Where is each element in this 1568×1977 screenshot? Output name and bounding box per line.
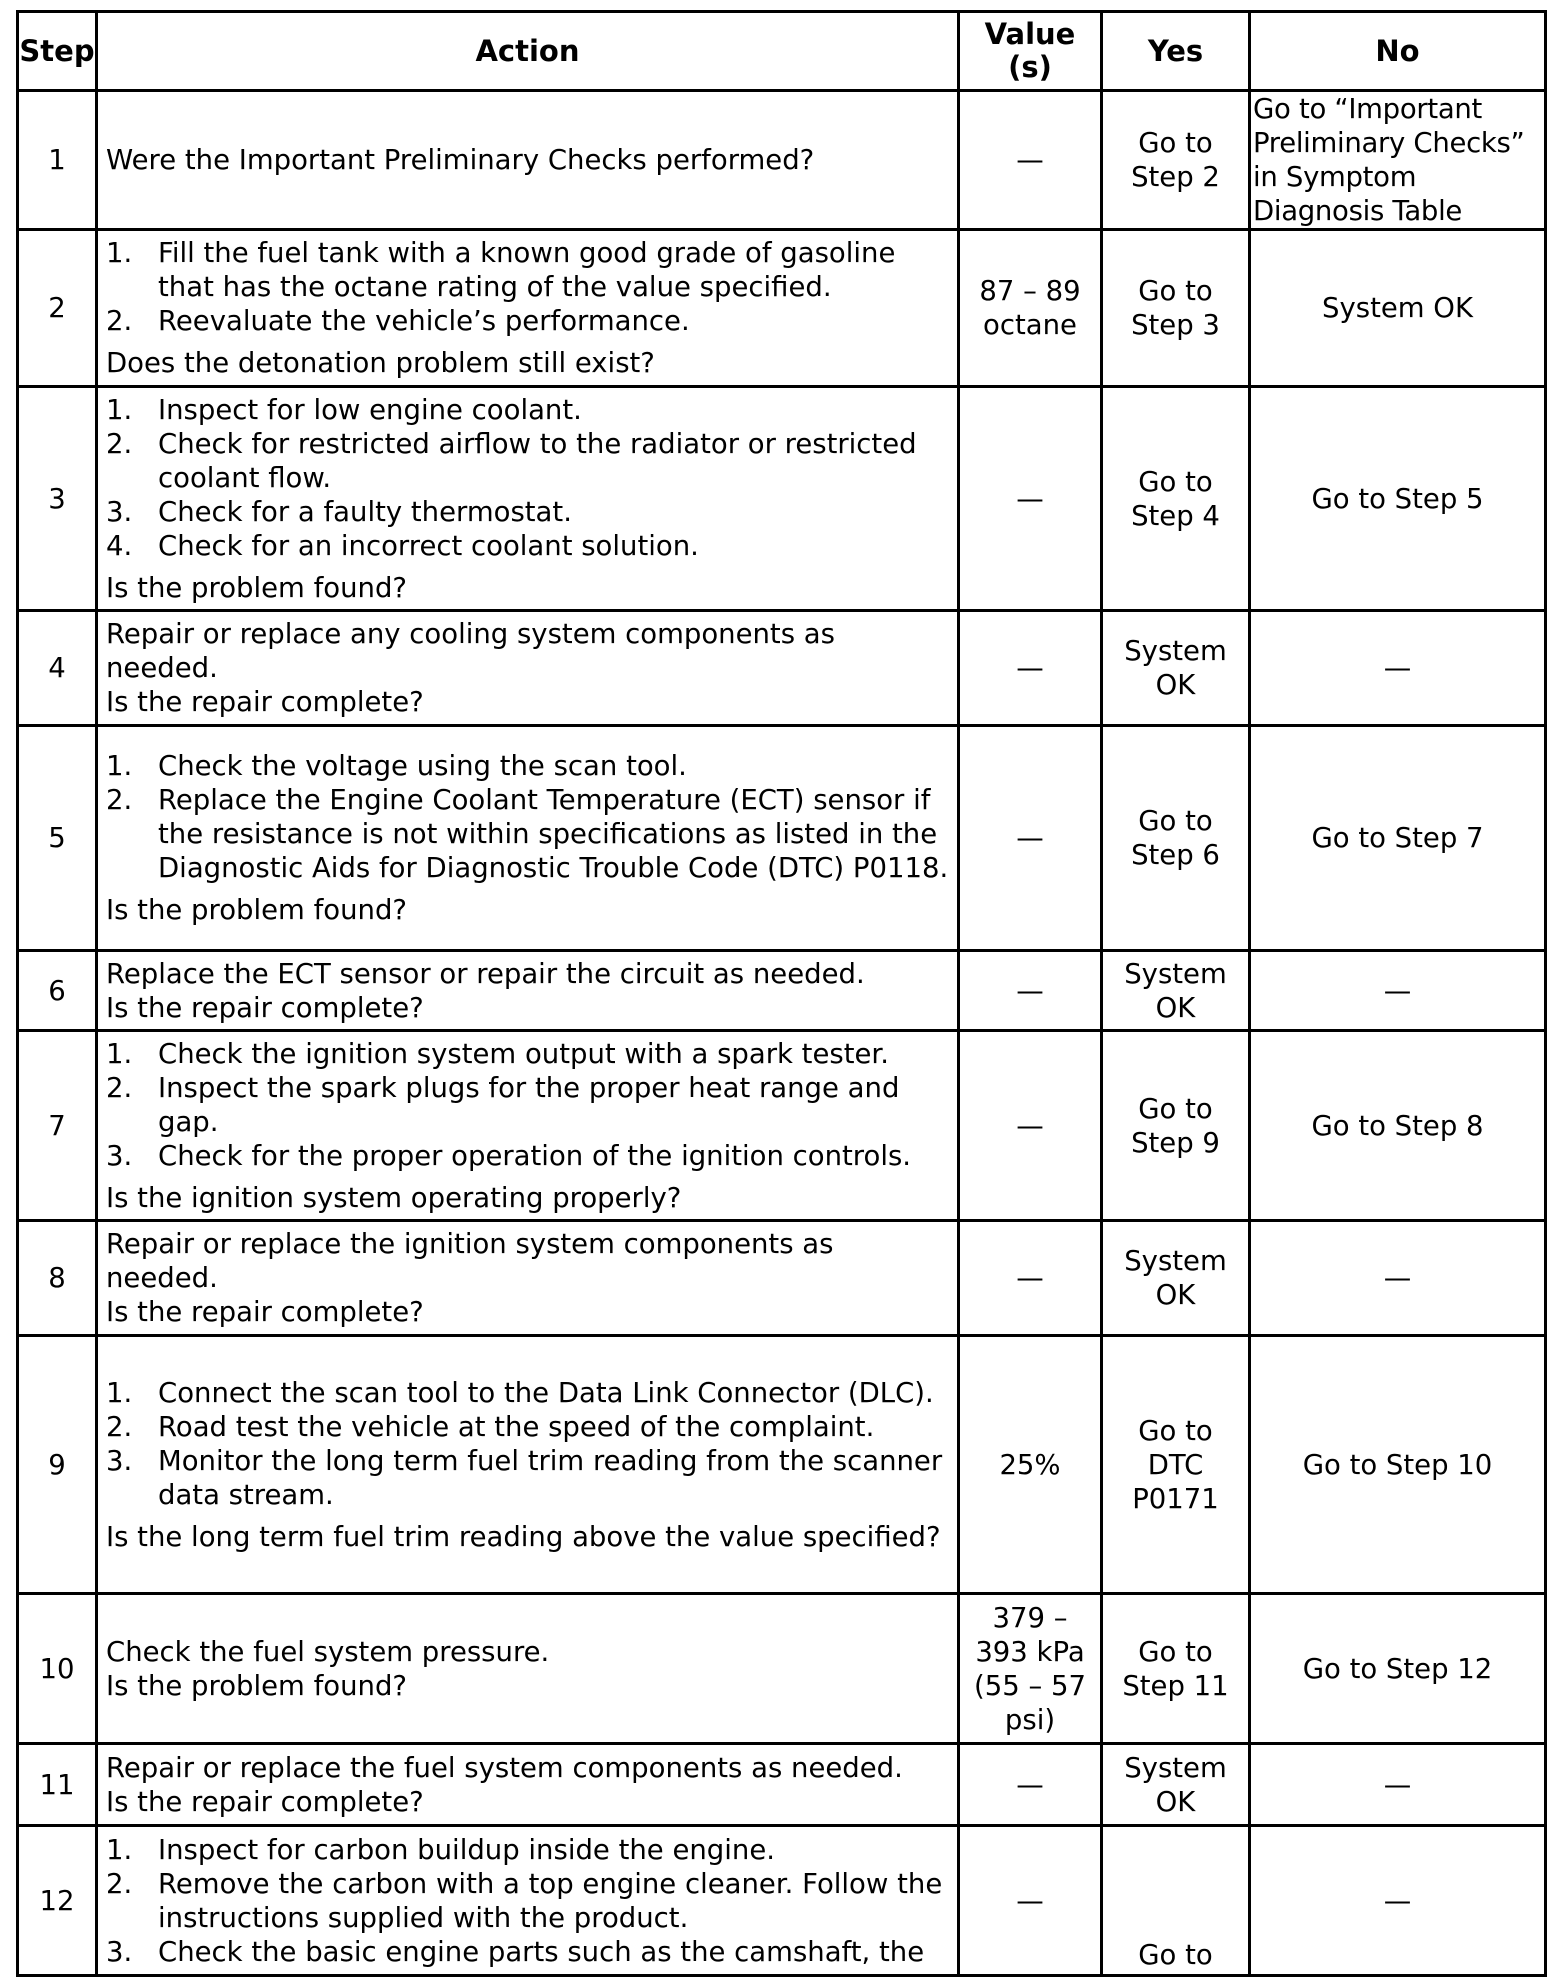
no-line: Diagnosis Table [1253, 195, 1463, 227]
action-cell [97, 611, 959, 726]
action-step-number: 3. [106, 1139, 133, 1172]
action-step [106, 427, 949, 495]
no-cell [1250, 91, 1546, 230]
action-cell [97, 387, 959, 611]
action-step-text: Connect the scan tool to the Data Link Connector (DLC). [158, 1376, 934, 1409]
action-cell [97, 1221, 959, 1336]
action-step [106, 1833, 949, 1867]
yes-cell [1102, 611, 1250, 726]
action-step [106, 304, 949, 338]
action-step-number: 1. [106, 1833, 133, 1866]
action-step-text: Reevaluate the vehicle’s performance. [158, 305, 690, 337]
value-cell: — [959, 1744, 1102, 1826]
yes-line: Go to [1138, 465, 1213, 498]
action-step-text: Inspect for carbon buildup inside the engine. [158, 1833, 775, 1866]
table-row [18, 91, 1546, 230]
action-step-number: 2. [106, 305, 133, 337]
yes-line: DTC [1147, 1448, 1204, 1481]
action-step [106, 783, 949, 885]
action-step-number: 2. [106, 1071, 133, 1104]
action-steps [106, 1376, 949, 1512]
table-row [18, 1336, 1546, 1594]
action-step-number: 1. [106, 1037, 133, 1070]
no-cell: Go to Step 7 [1250, 726, 1546, 951]
yes-line: Go to [1138, 1635, 1213, 1668]
table-row [18, 1031, 1546, 1221]
action-step-text: Check for an incorrect coolant solution. [158, 529, 699, 562]
header-yes: Yes [1102, 12, 1250, 91]
action-step [106, 749, 949, 783]
action-step-number: 1. [106, 237, 133, 269]
action-step [106, 495, 949, 529]
action-step-text: Monitor the long term fuel trim reading from the scanner data stream. [158, 1444, 943, 1511]
table-row [18, 230, 1546, 387]
no-line: Preliminary Checks” [1253, 127, 1525, 159]
yes-line: System [1124, 957, 1227, 990]
action-step-number: 4. [106, 529, 133, 562]
yes-cell [1102, 230, 1250, 387]
yes-line: OK [1155, 1785, 1196, 1818]
action-step-number: 1. [106, 1376, 133, 1409]
step-cell: 1 [18, 91, 97, 230]
yes-cell [1102, 951, 1250, 1031]
action-step-text: Remove the carbon with a top engine cleaner. Follow the instructions supplied with the product. [158, 1867, 943, 1934]
header-step: Step [18, 12, 97, 91]
table-row [18, 1826, 1546, 1976]
action-question: Is the long term fuel trim reading above the value specified? [106, 1520, 941, 1553]
action-step [106, 393, 949, 427]
action-step-number: 2. [106, 784, 133, 816]
no-cell: System OK [1250, 230, 1546, 387]
action-step-number: 3. [106, 1444, 133, 1477]
table-body [18, 91, 1546, 1976]
yes-line: P0171 [1132, 1482, 1219, 1515]
value-cell: — [959, 611, 1102, 726]
yes-line: System [1124, 635, 1227, 667]
action-step-number: 1. [106, 750, 133, 782]
action-question: Repair or replace the fuel system components as needed. Is the repair complete? [106, 1751, 903, 1818]
action-cell [97, 1826, 959, 1976]
yes-cell [1102, 1221, 1250, 1336]
action-cell [97, 726, 959, 951]
action-question: Is the ignition system operating properly? [106, 1181, 682, 1214]
action-step-text: Inspect the spark plugs for the proper heat range and gap. [158, 1071, 900, 1138]
no-cell: — [1250, 1221, 1546, 1336]
action-step [106, 1867, 949, 1935]
no-line: Go to “Important [1253, 93, 1483, 125]
yes-cell: Go to [1102, 1826, 1250, 1976]
yes-line: System [1124, 1751, 1227, 1784]
action-step-text: Replace the Engine Coolant Temperature (ECT) sensor if the resistance is not within specifications as listed in the Diagnostic Aids for Diagnostic Trouble Code (DTC) P0118. [158, 784, 949, 884]
yes-line: Go to [1138, 275, 1213, 307]
yes-line: OK [1155, 669, 1196, 701]
action-step [106, 529, 949, 563]
value-cell: — [959, 387, 1102, 611]
no-cell: Go to Step 5 [1250, 387, 1546, 611]
yes-cell [1102, 726, 1250, 951]
action-step-number: 3. [106, 1935, 133, 1968]
action-step-number: 2. [106, 1867, 133, 1900]
table-row [18, 726, 1546, 951]
action-question: Does the detonation problem still exist? [106, 347, 655, 379]
yes-cell [1102, 387, 1250, 611]
action-step [106, 236, 949, 304]
value-cell: — [959, 726, 1102, 951]
no-cell: Go to Step 10 [1250, 1336, 1546, 1594]
step-cell: 12 [18, 1826, 97, 1976]
yes-cell [1102, 1744, 1250, 1826]
no-cell: Go to Step 8 [1250, 1031, 1546, 1221]
action-step [106, 1139, 949, 1173]
yes-line: Step 4 [1131, 499, 1220, 532]
action-cell [97, 1336, 959, 1594]
header-value [959, 12, 1102, 91]
action-cell [97, 951, 959, 1031]
yes-line: System [1124, 1245, 1227, 1277]
step-cell: 4 [18, 611, 97, 726]
table-row [18, 387, 1546, 611]
action-step-number: 2. [106, 1410, 133, 1443]
step-cell: 8 [18, 1221, 97, 1336]
value-cell: — [959, 1221, 1102, 1336]
no-cell: — [1250, 1744, 1546, 1826]
header-action: Action [97, 12, 959, 91]
action-step-text: Road test the vehicle at the speed of the complaint. [158, 1410, 875, 1443]
yes-line: Step 11 [1122, 1669, 1229, 1702]
table-row [18, 1221, 1546, 1336]
value-line: 87 – 89 [979, 275, 1081, 307]
step-cell: 9 [18, 1336, 97, 1594]
no-cell: — [1250, 1826, 1546, 1976]
action-step-text: Check for restricted airflow to the radiator or restricted coolant flow. [158, 427, 917, 494]
value-cell: 25% [959, 1336, 1102, 1594]
yes-line: Go to [1138, 1092, 1213, 1125]
action-steps [106, 236, 949, 338]
yes-line: Step 6 [1131, 839, 1220, 871]
action-question: Were the Important Preliminary Checks performed? [106, 144, 815, 176]
yes-line: Go to [1138, 805, 1213, 837]
header-no: No [1250, 12, 1546, 91]
action-step-text: Check the voltage using the scan tool. [158, 750, 687, 782]
header-value-line2: (s) [1008, 50, 1052, 84]
value-line: octane [983, 309, 1077, 341]
action-step [106, 1410, 949, 1444]
header-row [18, 12, 1546, 91]
yes-line: Step 3 [1131, 309, 1220, 341]
action-steps [106, 1833, 949, 1969]
action-question: Is the problem found? [106, 571, 407, 604]
action-question: Repair or replace any cooling system components as needed. Is the repair complete? [106, 618, 835, 718]
yes-line: Step 2 [1131, 161, 1220, 193]
value-cell [959, 230, 1102, 387]
action-step-text: Check the ignition system output with a spark tester. [158, 1037, 889, 1070]
step-cell: 2 [18, 230, 97, 387]
value-cell: — [959, 1031, 1102, 1221]
action-step [106, 1444, 949, 1512]
no-cell: — [1250, 611, 1546, 726]
action-question: Is the problem found? [106, 894, 407, 926]
no-line: in Symptom [1253, 161, 1417, 193]
no-cell: — [1250, 951, 1546, 1031]
table-row [18, 1744, 1546, 1826]
step-cell: 11 [18, 1744, 97, 1826]
action-step [106, 1037, 949, 1071]
yes-line: OK [1155, 991, 1196, 1024]
action-step-text: Check the basic engine parts such as the camshaft, the [158, 1935, 925, 1968]
yes-line: Go to [1138, 1414, 1213, 1447]
step-cell: 3 [18, 387, 97, 611]
yes-cell [1102, 1594, 1250, 1744]
table-row [18, 611, 1546, 726]
step-cell: 10 [18, 1594, 97, 1744]
action-step-text: Fill the fuel tank with a known good grade of gasoline that has the octane rating of the value specified. [158, 237, 896, 303]
step-cell: 5 [18, 726, 97, 951]
action-step-number: 1. [106, 393, 133, 426]
action-cell [97, 91, 959, 230]
yes-cell [1102, 91, 1250, 230]
action-question: Check the fuel system pressure. Is the problem found? [106, 1635, 550, 1702]
step-cell: 6 [18, 951, 97, 1031]
action-step [106, 1376, 949, 1410]
value-cell: — [959, 1826, 1102, 1976]
action-step [106, 1071, 949, 1139]
action-question: Replace the ECT sensor or repair the circuit as needed. Is the repair complete? [106, 957, 865, 1024]
value-line: 379 – [992, 1601, 1068, 1634]
action-step-text: Check for the proper operation of the ignition controls. [158, 1139, 912, 1172]
value-cell: — [959, 91, 1102, 230]
yes-line: Step 9 [1131, 1126, 1220, 1159]
diagnostic-table [16, 10, 1547, 1977]
action-step [106, 1935, 949, 1969]
value-line: 393 kPa [975, 1635, 1085, 1668]
action-cell [97, 230, 959, 387]
yes-line: OK [1155, 1279, 1196, 1311]
action-step-text: Inspect for low engine coolant. [158, 393, 582, 426]
yes-line: Go to [1138, 127, 1213, 159]
action-question: Repair or replace the ignition system components as needed. Is the repair complete? [106, 1228, 834, 1328]
table-row [18, 951, 1546, 1031]
table-row [18, 1594, 1546, 1744]
action-step-text: Check for a faulty thermostat. [158, 495, 572, 528]
action-step-number: 3. [106, 495, 133, 528]
header-value-line1: Value [984, 17, 1076, 51]
yes-cell [1102, 1031, 1250, 1221]
value-cell: — [959, 951, 1102, 1031]
action-steps [106, 749, 949, 885]
action-cell [97, 1594, 959, 1744]
action-step-number: 2. [106, 427, 133, 460]
action-cell [97, 1744, 959, 1826]
value-line: psi) [1004, 1703, 1056, 1736]
action-steps [106, 1037, 949, 1173]
no-cell: Go to Step 12 [1250, 1594, 1546, 1744]
value-cell [959, 1594, 1102, 1744]
value-line: (55 – 57 [974, 1669, 1086, 1702]
step-cell: 7 [18, 1031, 97, 1221]
action-steps [106, 393, 949, 563]
yes-cell [1102, 1336, 1250, 1594]
action-cell [97, 1031, 959, 1221]
